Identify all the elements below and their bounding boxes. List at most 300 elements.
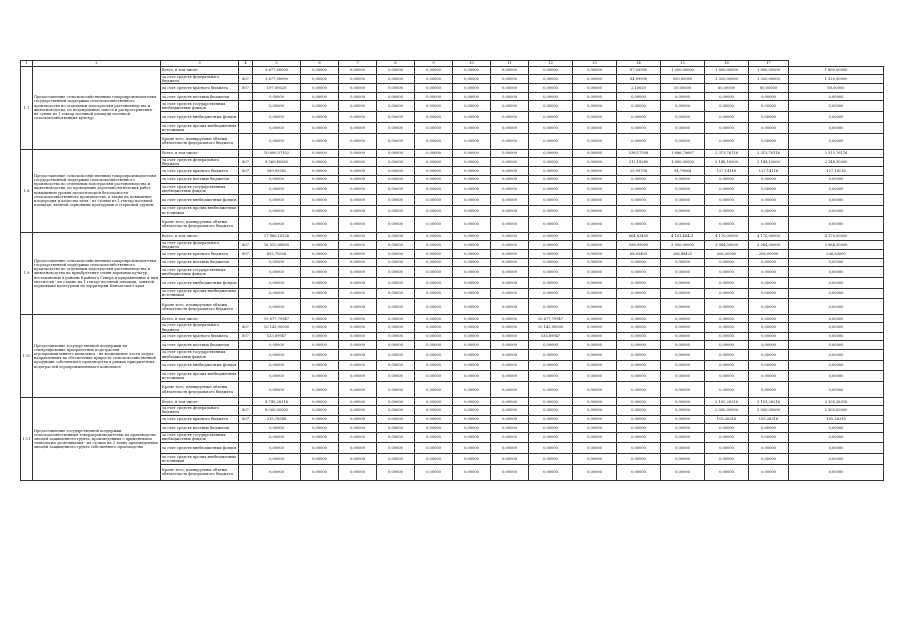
value-cell: 0,00000 <box>573 157 617 166</box>
funding-source: за счет средств федерального бюджета <box>161 75 239 84</box>
value-cell: 1 800,00000 <box>749 67 789 75</box>
value-cell: 0,00000 <box>573 205 617 216</box>
value-cell: 0,00000 <box>705 277 749 288</box>
value-cell: 315,78948 <box>253 415 301 424</box>
value-cell: 0,00000 <box>301 195 339 206</box>
value-cell: 0,00000 <box>573 424 617 433</box>
value-cell: 0,00000 <box>453 349 491 360</box>
value-cell: 0,00000 <box>661 332 705 341</box>
value-cell: 0,00000 <box>253 205 301 216</box>
value-cell: 0,00000 <box>573 92 617 101</box>
value-cell: 1 000,00000 <box>661 67 705 75</box>
value-cell: 0,00000 <box>339 84 377 93</box>
value-cell: 0,00000 <box>749 454 789 465</box>
funding-source: за счет средств внебюджетных фондов <box>161 360 239 371</box>
value-cell: 0,00000 <box>339 332 377 341</box>
value-cell: 0,00000 <box>705 195 749 206</box>
value-cell: 0,00000 <box>301 415 339 424</box>
funding-source: за счет средств государственных внебюджетных фондов <box>161 432 239 443</box>
value-cell: 0,00000 <box>705 112 749 123</box>
grbs-code: 807 <box>239 75 253 84</box>
value-cell: 0,00000 <box>339 258 377 267</box>
funding-source: Всего, в том числе: <box>161 398 239 406</box>
value-cell: 0,00000 <box>573 84 617 93</box>
value-cell: 0,00000 <box>661 415 705 424</box>
value-cell: 0,00000 <box>617 323 661 332</box>
value-cell: 0,00000 <box>705 92 749 101</box>
header-cell: 16 <box>705 61 749 67</box>
value-cell: 0,00000 <box>617 443 661 454</box>
value-cell: 0,00000 <box>301 67 339 75</box>
header-cell: 10 <box>453 61 491 67</box>
value-cell: 0,00000 <box>617 360 661 371</box>
header-cell: 3 <box>161 61 239 67</box>
value-cell: 0,00000 <box>661 406 705 415</box>
value-cell: 10 677,79947 <box>529 315 573 323</box>
value-cell: 1 320,00000 <box>789 75 884 84</box>
value-cell: 0,00000 <box>789 258 884 267</box>
value-cell: 0,00000 <box>661 398 705 406</box>
value-cell: 0,00000 <box>301 267 339 278</box>
value-cell: 0,00000 <box>453 205 491 216</box>
value-cell: 0,00000 <box>529 167 573 176</box>
value-cell: 0,00000 <box>617 299 661 315</box>
value-cell: 0,00000 <box>529 277 573 288</box>
value-cell: 0,00000 <box>705 205 749 216</box>
grbs-code <box>239 184 253 195</box>
header-cell: 9 <box>415 61 453 67</box>
value-cell: 0,00000 <box>789 424 884 433</box>
value-cell: 0,00000 <box>529 101 573 112</box>
value-cell: 0,00000 <box>339 133 377 149</box>
value-cell: 2 105,26316 <box>705 398 749 406</box>
value-cell: 0,00000 <box>491 101 529 112</box>
value-cell: 0,00000 <box>253 175 301 184</box>
value-cell: 0,00000 <box>617 315 661 323</box>
value-cell: 0,00000 <box>301 349 339 360</box>
value-cell: 0,00000 <box>253 92 301 101</box>
value-cell: 0,00000 <box>529 149 573 157</box>
value-cell: 0,00000 <box>301 84 339 93</box>
value-cell: 0,00000 <box>339 454 377 465</box>
value-cell: 0,00000 <box>789 323 884 332</box>
value-cell: 0,00000 <box>491 464 529 480</box>
value-cell: 0,00000 <box>661 195 705 206</box>
value-cell: 0,00000 <box>661 205 705 216</box>
value-cell: 0,00000 <box>453 382 491 398</box>
value-cell: 0,00000 <box>301 398 339 406</box>
value-cell: 0,00000 <box>415 349 453 360</box>
value-cell: 0,00000 <box>491 382 529 398</box>
value-cell: 94,79864 <box>661 167 705 176</box>
funding-source: Всего, в том числе: <box>161 232 239 240</box>
value-cell: 0,00000 <box>453 240 491 249</box>
value-cell: 0,00000 <box>339 299 377 315</box>
value-cell: 206,50000 <box>789 250 884 259</box>
value-cell: 0,00000 <box>617 101 661 112</box>
value-cell: 0,00000 <box>705 424 749 433</box>
value-cell: 0,00000 <box>789 299 884 315</box>
value-cell: 4 161,48421 <box>661 232 705 240</box>
value-cell: 0,00000 <box>377 240 415 249</box>
value-cell: 0,00000 <box>377 382 415 398</box>
value-cell: 0,00000 <box>253 195 301 206</box>
value-cell: 0,00000 <box>339 167 377 176</box>
grbs-code: 807 <box>239 84 253 93</box>
header-cell: 7 <box>339 61 377 67</box>
value-cell: 0,00000 <box>491 360 529 371</box>
grbs-code <box>239 424 253 433</box>
value-cell: 0,00000 <box>377 101 415 112</box>
value-cell: 0,00000 <box>339 75 377 84</box>
value-cell: 0,00000 <box>573 112 617 123</box>
value-cell: 512,18280 <box>617 157 661 166</box>
value-cell: 0,00000 <box>705 464 749 480</box>
value-cell: 0,00000 <box>573 432 617 443</box>
item-description: Предоставление государственной поддержки сельскохозяйственным товаропроизводителям на производство овощей защищенного грунта, произведенных с применением технологии досвечивания - из стоимо на 1 тонну произведенных овощей защищенного грунта собственного производства <box>33 398 161 481</box>
value-cell: 0,00000 <box>301 123 339 134</box>
value-cell: 9 560,48280 <box>253 157 301 166</box>
value-cell: 0,00000 <box>573 101 617 112</box>
value-cell: 0,00000 <box>617 349 661 360</box>
value-cell: 0,00000 <box>789 195 884 206</box>
header-cell: 4 <box>239 61 253 67</box>
value-cell: 0,00000 <box>661 464 705 480</box>
value-cell: 0,00000 <box>749 443 789 454</box>
table-row <box>21 315 884 323</box>
header-cell: 17 <box>749 61 789 67</box>
value-cell: 0,00000 <box>789 332 884 341</box>
value-cell: 0,00000 <box>529 299 573 315</box>
value-cell: 0,00000 <box>377 341 415 350</box>
value-cell: 0,00000 <box>453 216 491 232</box>
value-cell: 3 677,80000 <box>253 67 301 75</box>
value-cell: 0,00000 <box>415 175 453 184</box>
value-cell: 0,00000 <box>453 406 491 415</box>
value-cell: 0,00000 <box>301 424 339 433</box>
value-cell: 0,00000 <box>339 432 377 443</box>
value-cell: 0,00000 <box>661 288 705 299</box>
value-cell: 0,00000 <box>573 406 617 415</box>
value-cell: 0,00000 <box>789 464 884 480</box>
item-description: Предоставление сельскохозяйственным товаропроизводителям государственной поддержки сельскохозяйственного производства по отдельным подотраслям растениеводства и животноводства на приобретение семян кормовых культур, поставляемых в районы Крайнего Севера и приравненные к ним местности - на стоимо на 1 гектар посевной площади, занятой кормовыми культурами на территории Камчатского края <box>33 232 161 315</box>
value-cell: 2 313,76116 <box>705 149 749 157</box>
value-cell: 2 000,00000 <box>705 406 749 415</box>
value-cell: 0,00000 <box>789 341 884 350</box>
value-cell: 0,00000 <box>415 216 453 232</box>
value-cell: 0,00000 <box>415 299 453 315</box>
value-cell: 0,00000 <box>491 406 529 415</box>
value-cell: 0,00000 <box>573 75 617 84</box>
value-cell: 1 800,00000 <box>661 157 705 166</box>
value-cell: 0,00000 <box>749 277 789 288</box>
value-cell: 0,00000 <box>339 424 377 433</box>
value-cell: 0,00000 <box>301 205 339 216</box>
value-cell: 0,00000 <box>749 123 789 134</box>
value-cell: 0,00000 <box>491 184 529 195</box>
value-cell: 1 320,00000 <box>749 75 789 84</box>
value-cell: 0,00000 <box>529 406 573 415</box>
value-cell: 0,00000 <box>415 341 453 350</box>
funding-source: за счет средств федерального бюджета <box>161 240 239 249</box>
value-cell: 0,00000 <box>705 432 749 443</box>
value-cell: 0,00000 <box>339 323 377 332</box>
value-cell: 0,00000 <box>253 112 301 123</box>
value-cell: 0,00000 <box>491 175 529 184</box>
value-cell: 0,00000 <box>705 123 749 134</box>
value-cell: 0,00000 <box>377 195 415 206</box>
value-cell: 0,00000 <box>377 75 415 84</box>
value-cell: 0,00000 <box>661 454 705 465</box>
value-cell: 0,00000 <box>253 277 301 288</box>
value-cell: 0,00000 <box>661 277 705 288</box>
value-cell: 1 320,00000 <box>705 75 749 84</box>
value-cell: 0,00000 <box>705 443 749 454</box>
grbs-code <box>239 371 253 382</box>
value-cell: 0,00000 <box>301 315 339 323</box>
value-cell: 0,00000 <box>529 205 573 216</box>
value-cell: 533,89947 <box>529 332 573 341</box>
value-cell: 105,26316 <box>789 415 884 424</box>
value-cell: 0,00000 <box>749 101 789 112</box>
value-cell: 0,00000 <box>661 123 705 134</box>
value-cell: 0,00000 <box>705 175 749 184</box>
value-cell: 0,00000 <box>339 464 377 480</box>
value-cell: 0,00000 <box>377 398 415 406</box>
value-cell: 0,00000 <box>339 349 377 360</box>
value-cell: 0,00000 <box>661 133 705 149</box>
value-cell: 0,00000 <box>705 341 749 350</box>
funding-source: за счет средств внебюджетных фондов <box>161 112 239 123</box>
value-cell: 0,00000 <box>377 92 415 101</box>
grbs-code <box>239 349 253 360</box>
value-cell: 0,00000 <box>617 195 661 206</box>
funding-source: Кроме того, планируемые объемы обязательств федерального бюджета <box>161 382 239 398</box>
value-cell: 0,00000 <box>529 464 573 480</box>
value-cell: 0,00000 <box>789 277 884 288</box>
value-cell: 0,00000 <box>491 443 529 454</box>
value-cell: 0,00000 <box>377 424 415 433</box>
header-cell: 8 <box>377 61 415 67</box>
value-cell: 0,00000 <box>491 240 529 249</box>
value-cell: 0,00000 <box>453 267 491 278</box>
grbs-code <box>239 133 253 149</box>
value-cell: 0,00000 <box>661 299 705 315</box>
value-cell: 0,00000 <box>453 323 491 332</box>
value-cell: 0,00000 <box>453 92 491 101</box>
value-cell: 0,00000 <box>749 288 789 299</box>
value-cell: 0,00000 <box>491 112 529 123</box>
value-cell: 0,00000 <box>339 406 377 415</box>
value-cell: 0,00000 <box>453 112 491 123</box>
value-cell: 0,00000 <box>573 382 617 398</box>
value-cell: 0,00000 <box>573 371 617 382</box>
item-number: 1.10 <box>21 315 33 398</box>
funding-source: Кроме того, планируемые объемы обязательств федерального бюджета <box>161 464 239 480</box>
value-cell: 0,00000 <box>617 288 661 299</box>
grbs-code <box>239 288 253 299</box>
grbs-code <box>239 277 253 288</box>
value-cell: 0,00000 <box>377 123 415 134</box>
value-cell: 0,00000 <box>339 315 377 323</box>
grbs-code <box>239 454 253 465</box>
value-cell: 0,00000 <box>253 382 301 398</box>
value-cell: 0,00000 <box>415 205 453 216</box>
value-cell: 4 170,00000 <box>749 232 789 240</box>
funding-source: за счет средств государственных внебюджетных фондов <box>161 267 239 278</box>
header-cell: 12 <box>529 61 573 67</box>
value-cell: 3 950,00000 <box>661 240 705 249</box>
value-cell: 2 313,76116 <box>749 149 789 157</box>
grbs-code <box>239 175 253 184</box>
value-cell: 0,00000 <box>377 232 415 240</box>
value-cell: 0,00000 <box>415 267 453 278</box>
value-cell: 8 745,26316 <box>253 398 301 406</box>
value-cell: 0,00000 <box>529 216 573 232</box>
value-cell: 0,00000 <box>453 432 491 443</box>
value-cell: 0,00000 <box>453 195 491 206</box>
value-cell: 0,00000 <box>749 349 789 360</box>
value-cell: 0,00000 <box>453 123 491 134</box>
value-cell: 0,00000 <box>573 332 617 341</box>
value-cell: 0,00000 <box>749 323 789 332</box>
value-cell: 0,00000 <box>661 112 705 123</box>
value-cell: 0,00000 <box>789 454 884 465</box>
value-cell: 0,00000 <box>491 349 529 360</box>
value-cell: 0,00000 <box>301 323 339 332</box>
funding-source: за счет средств внебюджетных фондов <box>161 195 239 206</box>
grbs-code: 807 <box>239 240 253 249</box>
value-cell: 852,70526 <box>253 250 301 259</box>
value-cell: 0,00000 <box>491 432 529 443</box>
value-cell: 0,00000 <box>253 258 301 267</box>
value-cell: 0,00000 <box>253 443 301 454</box>
value-cell: 0,00000 <box>573 133 617 149</box>
value-cell: 0,00000 <box>661 341 705 350</box>
value-cell: 0,00000 <box>253 184 301 195</box>
header-cell: 13 <box>573 61 617 67</box>
value-cell: 0,00000 <box>661 371 705 382</box>
value-cell: 0,00000 <box>415 315 453 323</box>
value-cell: 0,00000 <box>491 75 529 84</box>
value-cell: 17 966,10526 <box>253 232 301 240</box>
funding-source: за счет средств прочих внебюджетных источников <box>161 371 239 382</box>
grbs-code <box>239 205 253 216</box>
value-cell: 0,00000 <box>301 443 339 454</box>
value-cell: 0,00000 <box>377 299 415 315</box>
value-cell: 0,00000 <box>301 92 339 101</box>
value-cell: 0,00000 <box>705 258 749 267</box>
value-cell: 0,00000 <box>453 464 491 480</box>
value-cell: 0,00000 <box>491 277 529 288</box>
value-cell: 0,00000 <box>661 349 705 360</box>
value-cell: 0,00000 <box>789 288 884 299</box>
value-cell: 0,00000 <box>453 232 491 240</box>
value-cell: 0,00000 <box>573 67 617 75</box>
value-cell: 0,00000 <box>415 123 453 134</box>
funding-source: за счет средств краевого бюджета <box>161 415 239 424</box>
value-cell: 80,00000 <box>705 84 749 93</box>
funding-source: за счет средств краевого бюджета <box>161 332 239 341</box>
value-cell: 0,00000 <box>301 341 339 350</box>
value-cell: 950,00000 <box>661 75 705 84</box>
value-cell: 0,00000 <box>339 112 377 123</box>
table-body <box>21 61 884 481</box>
value-cell: 0,00000 <box>705 133 749 149</box>
funding-source: за счет средств краевого бюджета <box>161 250 239 259</box>
value-cell: 0,00000 <box>415 382 453 398</box>
value-cell: 589,95382 <box>253 167 301 176</box>
value-cell: 0,00000 <box>661 360 705 371</box>
value-cell: 0,00000 <box>301 250 339 259</box>
value-cell: 0,00000 <box>749 216 789 232</box>
grbs-code <box>239 341 253 350</box>
value-cell: 0,00000 <box>573 258 617 267</box>
value-cell: 0,00000 <box>377 184 415 195</box>
value-cell: 0,00000 <box>529 341 573 350</box>
value-cell: 0,00000 <box>453 288 491 299</box>
value-cell: 0,00000 <box>377 332 415 341</box>
value-cell: 0,00000 <box>573 195 617 206</box>
value-cell: 0,00000 <box>617 424 661 433</box>
value-cell: 0,00000 <box>415 464 453 480</box>
value-cell: 0,00000 <box>573 167 617 176</box>
value-cell: 80,00000 <box>789 84 884 93</box>
grbs-code <box>239 67 253 75</box>
value-cell: 0,00000 <box>661 92 705 101</box>
item-number: 1.7 <box>21 67 33 150</box>
value-cell: 0,00000 <box>339 149 377 157</box>
value-cell: 0,00000 <box>453 424 491 433</box>
value-cell: 0,00000 <box>301 288 339 299</box>
value-cell: 0,00000 <box>749 315 789 323</box>
value-cell: 0,00000 <box>617 432 661 443</box>
grbs-code: 807 <box>239 332 253 341</box>
value-cell: 0,00000 <box>491 67 529 75</box>
value-cell: 2,10620 <box>617 84 661 93</box>
value-cell: 0,00000 <box>415 415 453 424</box>
value-cell: 0,00000 <box>789 432 884 443</box>
value-cell: 0,00000 <box>573 267 617 278</box>
funding-source: за счет средств прочих внебюджетных источников <box>161 288 239 299</box>
value-cell: 0,00000 <box>377 288 415 299</box>
value-cell: 0,00000 <box>529 424 573 433</box>
value-cell: 0,00000 <box>339 288 377 299</box>
value-cell: 0,00000 <box>453 299 491 315</box>
grbs-code <box>239 149 253 157</box>
value-cell: 0,00000 <box>253 371 301 382</box>
funding-source: за счет средств местных бюджетов <box>161 341 239 350</box>
value-cell: 206,50000 <box>705 250 749 259</box>
value-cell: 0,00000 <box>749 267 789 278</box>
value-cell: 0,00000 <box>705 454 749 465</box>
grbs-code: 807 <box>239 406 253 415</box>
value-cell: 0,00000 <box>749 424 789 433</box>
value-cell: 0,00000 <box>705 371 749 382</box>
funding-source: Кроме того, планируемые объемы обязательств федерального бюджета <box>161 216 239 232</box>
value-cell: 0,00000 <box>453 341 491 350</box>
value-cell: 0,00000 <box>491 133 529 149</box>
value-cell: 538,17508 <box>617 149 661 157</box>
value-cell: 0,00000 <box>573 464 617 480</box>
value-cell: 0,00000 <box>253 216 301 232</box>
value-cell: 2 148,10000 <box>705 157 749 166</box>
value-cell: 0,00000 <box>339 216 377 232</box>
value-cell: 0,00000 <box>415 454 453 465</box>
value-cell: 0,00000 <box>573 175 617 184</box>
value-cell: 0,00000 <box>415 195 453 206</box>
value-cell: 0,00000 <box>301 382 339 398</box>
